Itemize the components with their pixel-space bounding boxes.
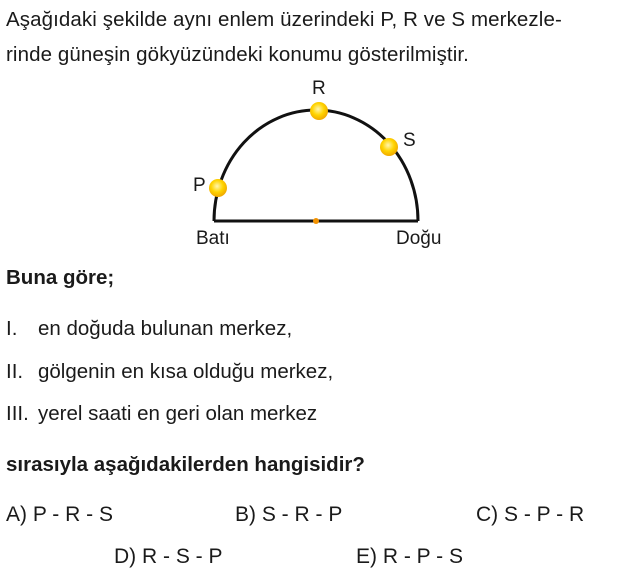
label-west: Batı [196,228,230,249]
sky-arc [214,110,418,221]
sun-S [380,138,398,156]
item-3 [6,402,317,426]
label-east: Doğu [396,228,442,249]
item-1 [6,317,292,341]
buna-gore-heading: Buna göre; [6,266,115,289]
item-1-text: en doğuda bulunan merkez, [38,317,293,340]
sun-P [209,179,227,197]
item-2-text: gölgenin en kısa olduğu merkez, [38,360,334,383]
question-stem: sırasıyla aşağıdakilerden hangisidir? [6,453,365,476]
label-S: S [403,130,416,151]
observer-point [313,218,319,224]
item-3-number: III. [6,402,29,425]
label-P: P [193,175,206,196]
sun-R [310,102,328,120]
choice-B[interactable]: B) S - R - P [235,503,343,526]
intro-line-1: Aşağıdaki şekilde aynı enlem üzerindeki P, R ve S merkezle- [6,8,562,31]
choice-D[interactable]: D) R - S - P [114,545,223,568]
item-1-number: I. [6,317,18,340]
intro-line-2: rinde güneşin gökyüzündeki konumu gösterilmiştir. [6,43,469,66]
label-R: R [312,78,326,99]
item-3-text: yerel saati en geri olan merkez [38,402,318,425]
item-2 [6,360,333,384]
choice-E[interactable]: E) R - P - S [356,545,463,568]
item-2-number: II. [6,360,24,383]
choice-A[interactable]: A) P - R - S [6,503,113,526]
choice-C[interactable]: C) S - P - R [476,503,585,526]
